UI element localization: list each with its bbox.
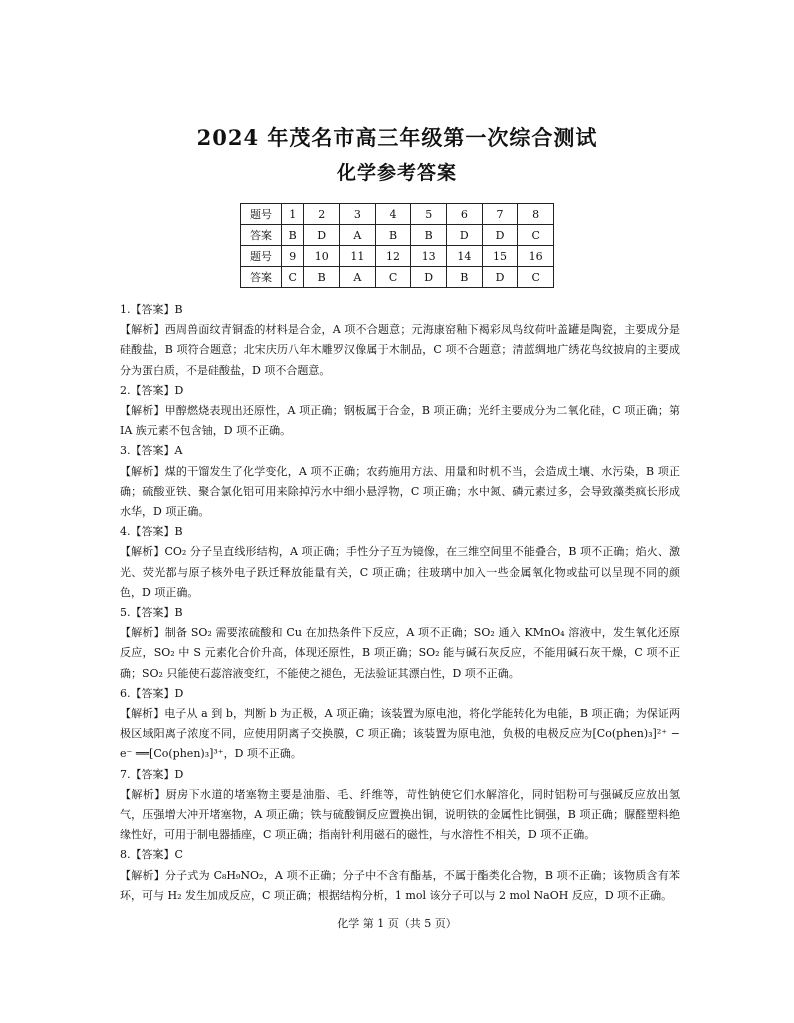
table-cell: D xyxy=(447,225,483,246)
question-block xyxy=(120,300,680,381)
answer-explanations xyxy=(120,300,680,906)
table-cell: B xyxy=(375,225,411,246)
table-cell: 6 xyxy=(447,204,483,225)
table-cell: D xyxy=(482,225,518,246)
question-block xyxy=(120,522,680,603)
table-cell: C xyxy=(282,267,304,288)
table-cell: 11 xyxy=(340,246,376,267)
table-cell: 16 xyxy=(518,246,554,267)
question-block xyxy=(120,684,680,765)
explanation-text: 【解析】煤的干馏发生了化学变化，A 项不正确；农药施用方法、用量和时机不当，会造成土壤、水污染，B 项正确；硫酸亚铁、聚合氯化铝可用来除掉污水中细小悬浮物，C 项正确；水中氮、磷元素过多，会导致藻类疯长形成水华，D 项正确。 xyxy=(120,464,680,519)
table-row xyxy=(241,246,554,267)
table-row xyxy=(241,204,554,225)
table-cell: 7 xyxy=(482,204,518,225)
row-label: 题号 xyxy=(241,204,282,225)
question-block xyxy=(120,603,680,684)
table-cell: 5 xyxy=(411,204,447,225)
page-subtitle: 化学参考答案 xyxy=(336,162,457,184)
answer-line: 5.【答案】B xyxy=(120,606,183,620)
explanation-text: 【解析】分子式为 C₈H₉NO₂，A 项不正确；分子中不含有酯基，不属于酯类化合物，B 项不正确；该物质含有苯环，可与 H₂ 发生加成反应，C 项正确；根据结构分析，1 mol 该分子可以与 2 mol NaOH 反应，D 项不正确。 xyxy=(120,868,680,902)
table-cell: 2 xyxy=(304,204,340,225)
answer-line: 2.【答案】D xyxy=(120,383,184,397)
explanation-text: 【解析】厨房下水道的堵塞物主要是油脂、毛、纤维等，苛性钠使它们水解溶化，同时铝粉可与强碱反应放出氢气，压强增大冲开堵塞物，A 项正确；铁与硫酸铜反应置换出铜，说明铁的金属性比铜强，B 项正确；脲醛塑料绝缘性好，可用于制电器插座，C 项正确；指南针利用磁石的磁性，与水溶性不相关，D 项不正确。 xyxy=(120,787,680,842)
page-title: 2024 年茂名市高三年级第一次综合测试 xyxy=(196,125,598,150)
table-cell: 10 xyxy=(304,246,340,267)
table-row xyxy=(241,267,554,288)
table-cell: A xyxy=(340,267,376,288)
answer-line: 6.【答案】D xyxy=(120,686,184,700)
question-block xyxy=(120,765,680,846)
table-cell: D xyxy=(304,225,340,246)
table-cell: 13 xyxy=(411,246,447,267)
answer-line: 3.【答案】A xyxy=(120,444,183,458)
table-cell: C xyxy=(518,267,554,288)
table-cell: 4 xyxy=(375,204,411,225)
table-cell: 14 xyxy=(447,246,483,267)
answer-line: 1.【答案】B xyxy=(120,303,183,316)
question-block xyxy=(120,845,680,906)
table-cell: 12 xyxy=(375,246,411,267)
table-cell: 9 xyxy=(282,246,304,267)
answer-table xyxy=(240,203,554,288)
table-cell: B xyxy=(447,267,483,288)
table-cell: A xyxy=(340,225,376,246)
table-cell: D xyxy=(411,267,447,288)
row-label: 答案 xyxy=(241,225,282,246)
table-cell: B xyxy=(304,267,340,288)
explanation-text: 【解析】甲醇燃烧表现出还原性，A 项正确；钢板属于合金，B 项正确；光纤主要成分为二氧化硅，C 项正确；第ⅠA 族元素不包含铀，D 项不正确。 xyxy=(120,404,680,438)
table-cell: 3 xyxy=(340,204,376,225)
row-label: 答案 xyxy=(241,267,282,288)
explanation-text: 【解析】CO₂ 分子呈直线形结构，A 项正确；手性分子互为镜像，在三维空间里不能叠合，B 项不正确；焰火、激光、荧光都与原子核外电子跃迁释放能量有关，C 项正确；往玻璃中加入一些金属氧化物或盐可以呈现不同的颜色，D 项正确。 xyxy=(120,545,680,599)
table-cell: 15 xyxy=(482,246,518,267)
table-row xyxy=(241,225,554,246)
explanation-text: 【解析】电子从 a 到 b，判断 b 为正极，A 项正确；该装置为原电池，将化学能转化为电能，B 项正确；为保证两极区域阳离子浓度不同，应使用阴离子交换膜，C 项正确；该装置为原电池，负极的电极反应为[Co(phen)₃]²⁺ − e⁻ ══[Co(phen)₃]³⁺，D 项不正确。 xyxy=(120,707,680,761)
page-footer: 化学 第 1 页（共 5 页） xyxy=(337,917,457,930)
row-label: 题号 xyxy=(241,246,282,267)
explanation-text: 【解析】制备 SO₂ 需要浓硫酸和 Cu 在加热条件下反应，A 项不正确；SO₂ 通入 KMnO₄ 溶液中，发生氧化还原反应，SO₂ 中 S 元素化合价升高，体现还原性，B 项正确；SO₂ 能与碱石灰反应，不能用碱石灰干燥，C 项不正确；SO₂ 只能使石蕊溶液变红，不能使之褪色，无法验证其漂白性，D 项不正确。 xyxy=(120,626,680,680)
table-cell: 8 xyxy=(518,204,554,225)
question-block xyxy=(120,441,680,522)
answer-line: 4.【答案】B xyxy=(120,525,183,539)
question-block xyxy=(120,381,680,442)
table-cell: B xyxy=(282,225,304,246)
table-cell: B xyxy=(411,225,447,246)
answer-line: 7.【答案】D xyxy=(120,767,184,781)
answer-line: 8.【答案】C xyxy=(120,848,183,862)
table-cell: C xyxy=(518,225,554,246)
explanation-text: 【解析】西周兽面纹青铜盉的材料是合金，A 项不合题意；元海康窑釉下褐彩凤鸟纹荷叶盖罐是陶瓷，主要成分是硅酸盐，B 项符合题意；北宋庆历八年木雕罗汉像属于木制品，C 项不合题意；清蓝绸地广绣花鸟纹披肩的主要成分为蛋白质，不是硅酸盐，D 项不合题意。 xyxy=(120,323,680,377)
table-cell: C xyxy=(375,267,411,288)
table-cell: 1 xyxy=(282,204,304,225)
table-cell: D xyxy=(482,267,518,288)
